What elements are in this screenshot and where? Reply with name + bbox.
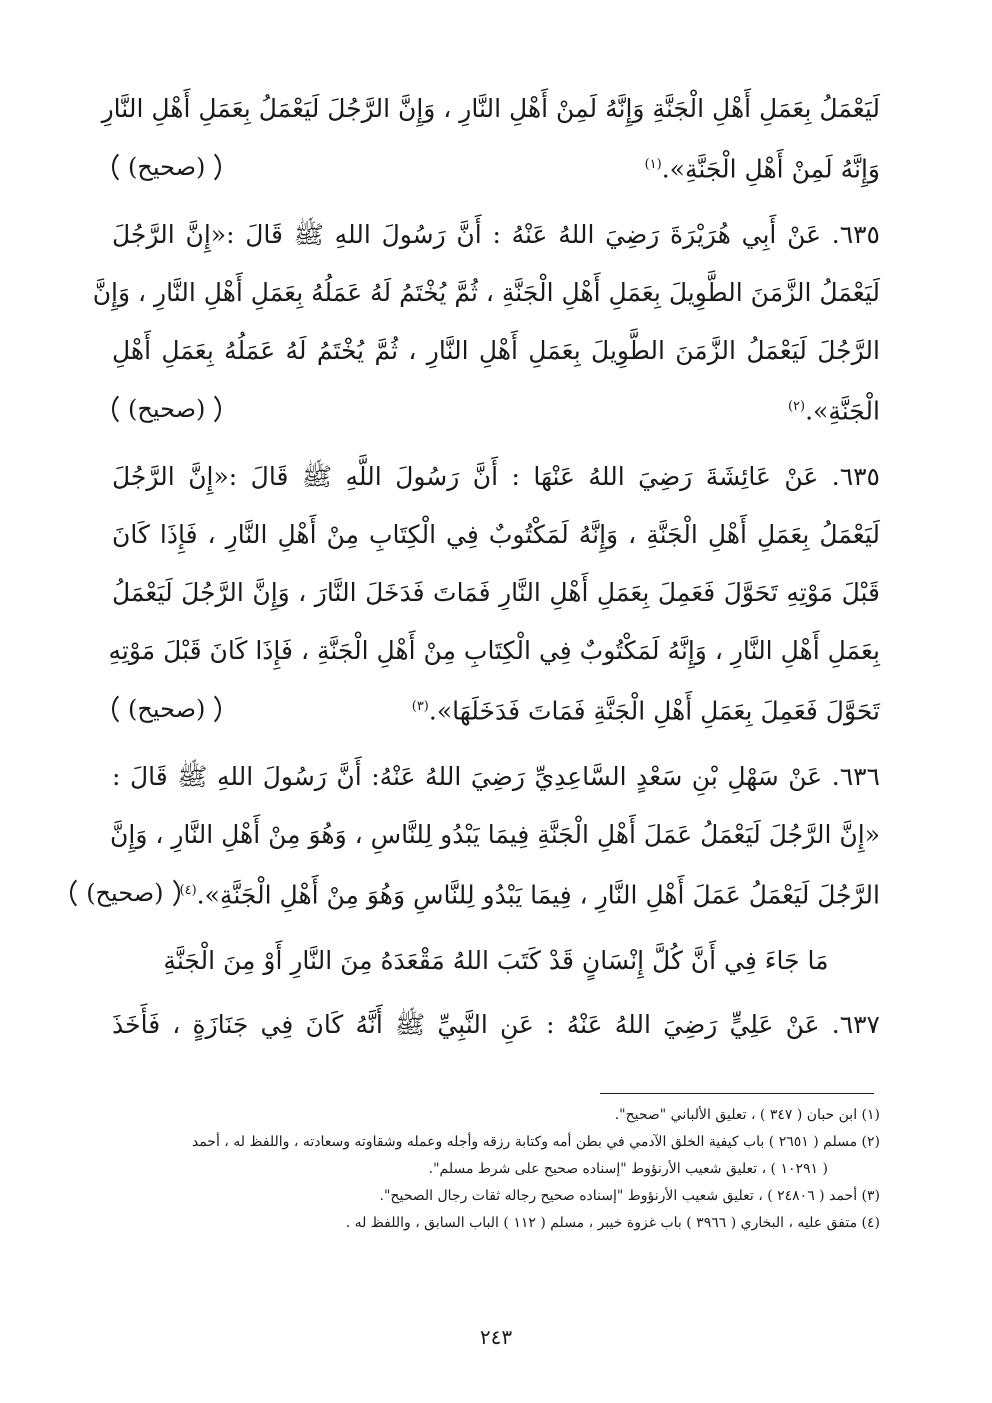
footnote-ref[interactable]: (٢) xyxy=(787,398,806,414)
text-line: الرَّجُلَ لَيَعْمَلُ الزَّمَنَ الطَّوِيلَ بِعَمَلِ أَهْلِ النَّارِ ، ثُمَّ يُخْتَمُ لَهُ عَمَلُهُ بِعَمَلِ أَهْلِ xyxy=(112,336,880,365)
hadith-635-aisha xyxy=(108,448,880,738)
text-line: بِعَمَلِ أَهْلِ النَّارِ ، وَإِنَّهُ لَمَكْتُوبٌ فِي الْكِتَابِ مِنْ أَهْلِ الْجَنَّةِ ، فَإِذَا كَانَ قَبْلَ مَوْتِهِ xyxy=(108,636,880,665)
footnote-ref[interactable]: (١) xyxy=(644,156,662,172)
text-line-content: وَإِنَّهُ لَمِنْ أَهْلِ الْجَنَّةِ».$^{(١)}$ xyxy=(644,154,880,184)
grade-badge: (صحيح) xyxy=(70,874,179,912)
footnotes xyxy=(112,1102,880,1237)
text-line: «إِنَّ الرَّجُلَ لَيَعْمَلُ عَمَلَ أَهْلِ الْجَنَّةِ فِيمَا يَبْدُو لِلنَّاسِ ، وَهُوَ مِنْ أَهْلِ النَّارِ ، وَإِنَّ xyxy=(110,820,880,849)
hadith-637-first-line: ٦٣٧. عَنْ عَلِيٍّ رَضِيَ اللهُ عَنْهُ : عَنِ النَّبِيِّ ﷺ أَنَّهُ كَانَ فِي جَنَازَةٍ ، فَأَخَذَ xyxy=(112,1010,880,1039)
text-line-last xyxy=(112,680,880,738)
footnote-ref[interactable]: (٤) xyxy=(179,882,197,898)
text-line: ٦٣٥. عَنْ أَبِي هُرَيْرَةَ رَضِيَ اللهُ عَنْهُ : أَنَّ رَسُولَ اللهِ ﷺ قَالَ :«إِنَّ الرَّجُلَ xyxy=(112,220,880,249)
footnote-separator xyxy=(600,1093,874,1094)
text-line: لَيَعْمَلُ الزَّمَنَ الطَّوِيلَ بِعَمَلِ أَهْلِ الْجَنَّةِ ، ثُمَّ يُخْتَمُ لَهُ عَمَلُهُ بِعَمَلِ أَهْلِ النَّارِ ، وَإِنَّ xyxy=(92,278,880,307)
text-line-last xyxy=(112,138,880,196)
footnote-2: (٢) مسلم ( ٢٦٥١ ) باب كيفية الخلق الآدمي في بطن أمه وكتابة رزقه وأجله وعمله وشقاوته وسعادته ، واللفظ له ، أحمد xyxy=(191,1134,880,1150)
grade-badge: (صحيح) xyxy=(112,690,221,728)
page-number: ٢٤٣ xyxy=(479,1325,513,1349)
footnote-ref[interactable]: (٣) xyxy=(411,698,429,714)
text-line-last xyxy=(112,380,880,438)
text-line: ٦٣٦. عَنْ سَهْلِ بْنِ سَعْدٍ السَّاعِدِيِّ رَضِيَ اللهُ عَنْهُ: أَنَّ رَسُولَ اللهِ ﷺ قَالَ : xyxy=(112,762,880,791)
text-line-content: الْجَنَّةِ».$^{(٢)}$ xyxy=(787,396,880,426)
footnote-3: (٣) أحمد ( ٢٤٨٠٦ ) ، تعليق شعيب الأرنؤوط "إسناده صحيح رجاله ثقات رجال الصحيح". xyxy=(379,1188,880,1204)
hadith-635-abu-hurayrah xyxy=(92,206,880,438)
text-line: قَبْلَ مَوْتِهِ تَحَوَّلَ فَعَمِلَ بِعَمَلِ أَهْلِ النَّارِ فَمَاتَ فَدَخَلَ النَّارَ ، وَإِنَّ الرَّجُلَ لَيَعْمَلُ xyxy=(112,578,880,607)
page-body xyxy=(86,80,880,1054)
hadith-continuation xyxy=(101,80,880,196)
grade-badge: (صحيح) xyxy=(112,148,221,186)
footnote-2-continued: ( ١٠٢٩١ ) ، تعليق شعيب الأرنؤوط "إسناده صحيح على شرط مسلم". xyxy=(428,1161,828,1177)
text-line: ٦٣٥. عَنْ عَائِشَةَ رَضِيَ اللهُ عَنْهَا : أَنَّ رَسُولَ اللَّهِ ﷺ قَالَ :«إِنَّ الرَّجُلَ xyxy=(112,462,880,491)
text-line-content: الرَّجُلَ لَيَعْمَلُ عَمَلَ أَهْلِ النَّارِ ، فِيمَا يَبْدُو لِلنَّاسِ وَهُوَ مِنْ أَهْلِ الْجَنَّةِ».$^{(٤)}$ xyxy=(179,880,880,910)
hadith-636 xyxy=(86,748,880,922)
text-line-content: تَحَوَّلَ فَعَمِلَ بِعَمَلِ أَهْلِ الْجَنَّةِ فَمَاتَ فَدَخَلَهَا».$^{(٣)}$ xyxy=(411,696,880,726)
footnote-4: (٤) متفق عليه ، البخاري ( ٣٩٦٦ ) باب غزوة خيبر ، مسلم ( ١١٢ ) الباب السابق ، واللفظ له . xyxy=(345,1215,880,1231)
text-line: لَيَعْمَلُ بِعَمَلِ أَهْلِ الْجَنَّةِ وَإِنَّهُ لَمِنْ أَهْلِ النَّارِ ، وَإِنَّ الرَّجُلَ لَيَعْمَلُ بِعَمَلِ أَهْلِ النَّارِ xyxy=(101,94,880,123)
chapter-heading: مَا جَاءَ فِي أَنَّ كُلَّ إِنْسَانٍ قَدْ كَتَبَ اللهُ مَقْعَدَهُ مِنَ النَّارِ أَوْ مِنَ الْجَنَّةِ xyxy=(163,946,829,975)
text-line: لَيَعْمَلُ بِعَمَلِ أَهْلِ الْجَنَّةِ ، وَإِنَّهُ لَمَكْتُوبٌ فِي الْكِتَابِ مِنْ أَهْلِ النَّارِ ، فَإِذَا كَانَ xyxy=(112,520,880,549)
footnote-1: (١) ابن حبان ( ٣٤٧ ) ، تعليق الألباني "صحيح". xyxy=(614,1107,880,1123)
grade-badge: (صحيح) xyxy=(112,390,221,428)
text-line-last xyxy=(86,864,880,922)
